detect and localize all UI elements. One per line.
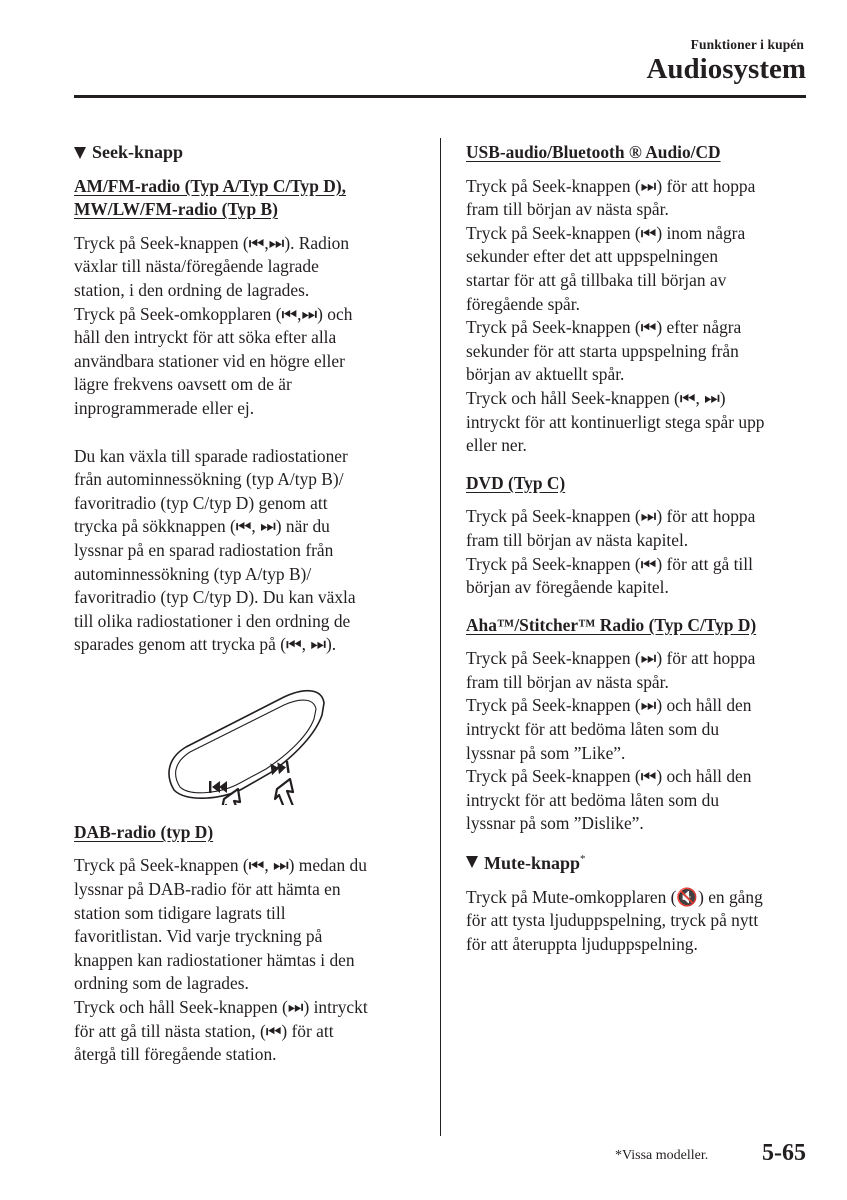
column-divider bbox=[440, 138, 441, 1136]
text-line: Tryck på Seek-knappen (⏮) och håll den bbox=[466, 766, 752, 787]
right-column bbox=[466, 141, 812, 956]
text-line: Tryck på Seek-knappen (⏮, ⏭) medan du bbox=[74, 855, 367, 876]
text-line: sparades genom att trycka på (⏮, ⏭). bbox=[74, 634, 337, 655]
text-line: knappen kan radiostationer hämtas i den bbox=[74, 949, 355, 970]
text-line: föregående spår. bbox=[466, 293, 580, 314]
text-line: lägre frekvens oavsett om de är bbox=[74, 374, 292, 395]
text-line: för att tysta ljuduppspelning, tryck på nytt bbox=[466, 910, 759, 931]
footnote-star: * bbox=[580, 853, 586, 866]
text-line: Tryck på Seek-omkopplaren (⏮,⏭) och bbox=[74, 303, 353, 324]
text-line: fram till början av nästa spår. bbox=[466, 199, 669, 220]
page-number: 5-65 bbox=[762, 1140, 806, 1166]
seek-back-icon bbox=[209, 781, 227, 793]
text-line: trycka på sökknappen (⏮, ⏭) när du bbox=[74, 516, 330, 537]
text-line: sekunder efter det att uppspelningen bbox=[466, 246, 719, 267]
text-line: Tryck och håll Seek-knappen (⏭) intryckt bbox=[74, 997, 368, 1018]
text-line: användbara stationer vid en högre eller bbox=[74, 350, 345, 371]
text-line: favoritradio (typ C/typ D). Du kan växla bbox=[74, 587, 356, 608]
text-line: ordning som de lagrades. bbox=[74, 973, 249, 994]
usb-heading: USB-audio/Bluetooth ® Audio/CD bbox=[466, 142, 721, 162]
press-arrow-icon bbox=[222, 779, 295, 805]
text-line: Tryck på Seek-knappen (⏭) och håll den bbox=[466, 695, 752, 716]
aha-heading: Aha™/Stitcher™ Radio (Typ C/Typ D) bbox=[466, 614, 757, 635]
seek-heading-text: Seek-knapp bbox=[92, 142, 184, 162]
text-line: början av aktuellt spår. bbox=[466, 364, 625, 385]
text-line: till olika radiostationer i den ordning de bbox=[74, 610, 351, 631]
mute-heading-label: Mute-knapp bbox=[484, 853, 581, 874]
text-line: Tryck på Mute-omkopplaren (🔇) en gång bbox=[466, 886, 763, 907]
text-line: Tryck och håll Seek-knappen (⏮, ⏭) bbox=[466, 387, 726, 408]
aha-paragraph bbox=[466, 647, 812, 836]
text-line: station som tidigare lagrats till bbox=[74, 902, 286, 923]
text-line: Tryck på Seek-knappen (⏮) efter några bbox=[466, 317, 742, 338]
text-line: för att återuppta ljuduppspelning. bbox=[466, 933, 698, 954]
usb-paragraph bbox=[466, 175, 812, 458]
text-line: Tryck på Seek-knappen (⏭) för att hoppa bbox=[466, 506, 756, 527]
text-line: växlar till nästa/föregående lagrade bbox=[74, 256, 319, 277]
text-line: eller ner. bbox=[466, 435, 527, 456]
dvd-heading: DVD (Typ C) bbox=[466, 472, 566, 493]
text-line: station, i den ordning de lagrades. bbox=[74, 279, 310, 300]
text-line: Tryck på Seek-knappen (⏮,⏭). Radion bbox=[74, 232, 350, 253]
triangle-bullet-icon bbox=[466, 856, 478, 868]
text-line: för att gå till nästa station, (⏮) för att bbox=[74, 1020, 334, 1041]
seek-section-heading bbox=[74, 141, 420, 165]
text-line: lyssnar på DAB-radio för att hämta en bbox=[74, 879, 341, 900]
text-line: favoritradio (typ C/typ D) genom att bbox=[74, 492, 328, 513]
amfm-paragraph-2 bbox=[74, 445, 420, 657]
amfm-paragraph-1 bbox=[74, 232, 420, 421]
amfm-heading-line: AM/FM-radio (Typ A/Typ C/Typ D), bbox=[74, 175, 346, 196]
triangle-bullet-icon bbox=[74, 147, 86, 159]
text-line: sekunder för att starta uppspelning från bbox=[466, 340, 739, 361]
amfm-heading-line: MW/LW/FM-radio (Typ B) bbox=[74, 199, 278, 220]
text-line: Tryck på Seek-knappen (⏭) för att hoppa bbox=[466, 648, 756, 669]
header-rule bbox=[74, 95, 806, 98]
page-title: Audiosystem bbox=[646, 53, 806, 85]
text-line: intryckt för att bedöma låten som du bbox=[466, 719, 720, 740]
text-line: favoritlistan. Vid varje tryckning på bbox=[74, 926, 323, 947]
seek-forward-icon bbox=[270, 761, 289, 775]
text-line: startar för att gå tillbaka till början av bbox=[466, 269, 727, 290]
text-line: intryckt för att bedöma låten som du bbox=[466, 789, 720, 810]
text-line: Tryck på Seek-knappen (⏭) för att hoppa bbox=[466, 175, 756, 196]
text-line: lyssnar på som ”Like”. bbox=[466, 742, 626, 763]
text-line: autominnessökning (typ A/typ B)/ bbox=[74, 563, 312, 584]
text-line: början av föregående kapitel. bbox=[466, 577, 669, 598]
mute-section-heading bbox=[466, 848, 812, 876]
dvd-paragraph bbox=[466, 505, 812, 599]
steering-switch-drawing bbox=[74, 675, 420, 805]
text-line: lyssnar på som ”Dislike”. bbox=[466, 813, 644, 834]
text-line: återgå till föregående station. bbox=[74, 1044, 277, 1065]
mute-paragraph bbox=[466, 886, 812, 957]
text-line: intryckt för att kontinuerligt stega spår upp bbox=[466, 411, 765, 432]
header-chapter: Funktioner i kupén bbox=[690, 37, 804, 52]
text-line: från autominnessökning (typ A/typ B)/ bbox=[74, 469, 344, 490]
text-line: Tryck på Seek-knappen (⏮) för att gå till bbox=[466, 553, 753, 574]
text-line: lyssnar på en sparad radiostation från bbox=[74, 539, 334, 560]
dab-paragraph bbox=[74, 854, 420, 1066]
text-line: inprogrammerade eller ej. bbox=[74, 397, 255, 418]
mute-heading-text bbox=[484, 848, 586, 876]
text-line: Tryck på Seek-knappen (⏮) inom några bbox=[466, 222, 746, 243]
text-line: fram till början av nästa spår. bbox=[466, 671, 669, 692]
text-line: håll den intryckt för att söka efter alla bbox=[74, 327, 337, 348]
footnote: *Vissa modeller. bbox=[615, 1148, 709, 1163]
dab-heading: DAB-radio (typ D) bbox=[74, 821, 214, 842]
text-line: Du kan växla till sparade radiostationer bbox=[74, 445, 348, 466]
left-column bbox=[74, 141, 420, 1067]
text-line: fram till början av nästa kapitel. bbox=[466, 529, 689, 550]
amfm-heading bbox=[74, 175, 420, 222]
seek-switch-illustration bbox=[74, 675, 420, 805]
